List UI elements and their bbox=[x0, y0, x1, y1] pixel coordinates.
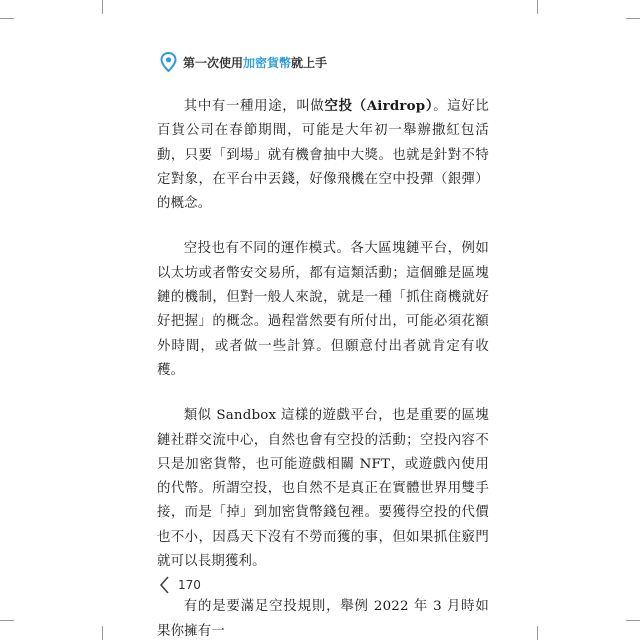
running-header bbox=[160, 52, 327, 72]
header-title bbox=[183, 54, 327, 71]
crop-mark bbox=[626, 620, 640, 621]
crop-mark bbox=[626, 18, 640, 19]
paragraph-bold-term: 空投（Airdrop） bbox=[324, 98, 434, 114]
location-pin-icon bbox=[160, 52, 177, 72]
page-number: 170 bbox=[178, 578, 201, 592]
paragraph bbox=[157, 94, 489, 216]
page-footer bbox=[158, 574, 201, 596]
paragraph-text: 。這好比百貨公司在春節期間，可能是大年初一舉辦撒紅包活動，只要「到場」就有機會抽中大獎。也就是針對不特定對象，在平台中丟錢，好像飛機在空中投彈（銀彈）的概念。 bbox=[157, 99, 490, 212]
header-title-post: 就上手 bbox=[291, 55, 328, 70]
header-title-highlight: 加密貨幣 bbox=[243, 55, 292, 70]
crop-mark bbox=[102, 0, 103, 14]
crop-mark bbox=[0, 18, 14, 19]
header-title-pre: 第一次使用 bbox=[183, 55, 244, 70]
paragraph: 有的是要滿足空投規則，舉例 2022 年 3 月時如果你擁有一 bbox=[157, 599, 489, 639]
crop-mark bbox=[102, 626, 103, 640]
crop-mark bbox=[537, 626, 538, 640]
crop-mark bbox=[537, 0, 538, 14]
chevron-left-icon bbox=[158, 575, 170, 595]
paragraph: 空投也有不同的運作模式。各大區塊鏈平台，例如以太坊或者幣安交易所，都有這類活動；這個雖是區塊鏈的機制，但對一般人來說，就是一種「抓住商機就好好把握」的概念。過程當然要有所付出，可能必須花額外時間，或者做一些計算。但願意付出者就肯定有收穫。 bbox=[157, 241, 489, 378]
paragraph-text: 其中有一種用途，叫做 bbox=[183, 99, 325, 114]
paragraph: 類似 Sandbox 這樣的遊戲平台，也是重要的區塊鏈社群交流中心，自然也會有空投的活動；空投內容不只是加密貨幣，也可能遊戲相關 NFT，或遊戲內使用的代幣。所謂空投，也自然不是真正在實體世界用雙手接，而是「掉」到加密貨幣錢包裡。要獲得空投的代價也不小，因爲天下沒有不勞而獲的事，但如果抓住竅門就可以長期獲利。 bbox=[157, 408, 489, 570]
page-body bbox=[157, 94, 489, 640]
crop-mark bbox=[0, 620, 14, 621]
